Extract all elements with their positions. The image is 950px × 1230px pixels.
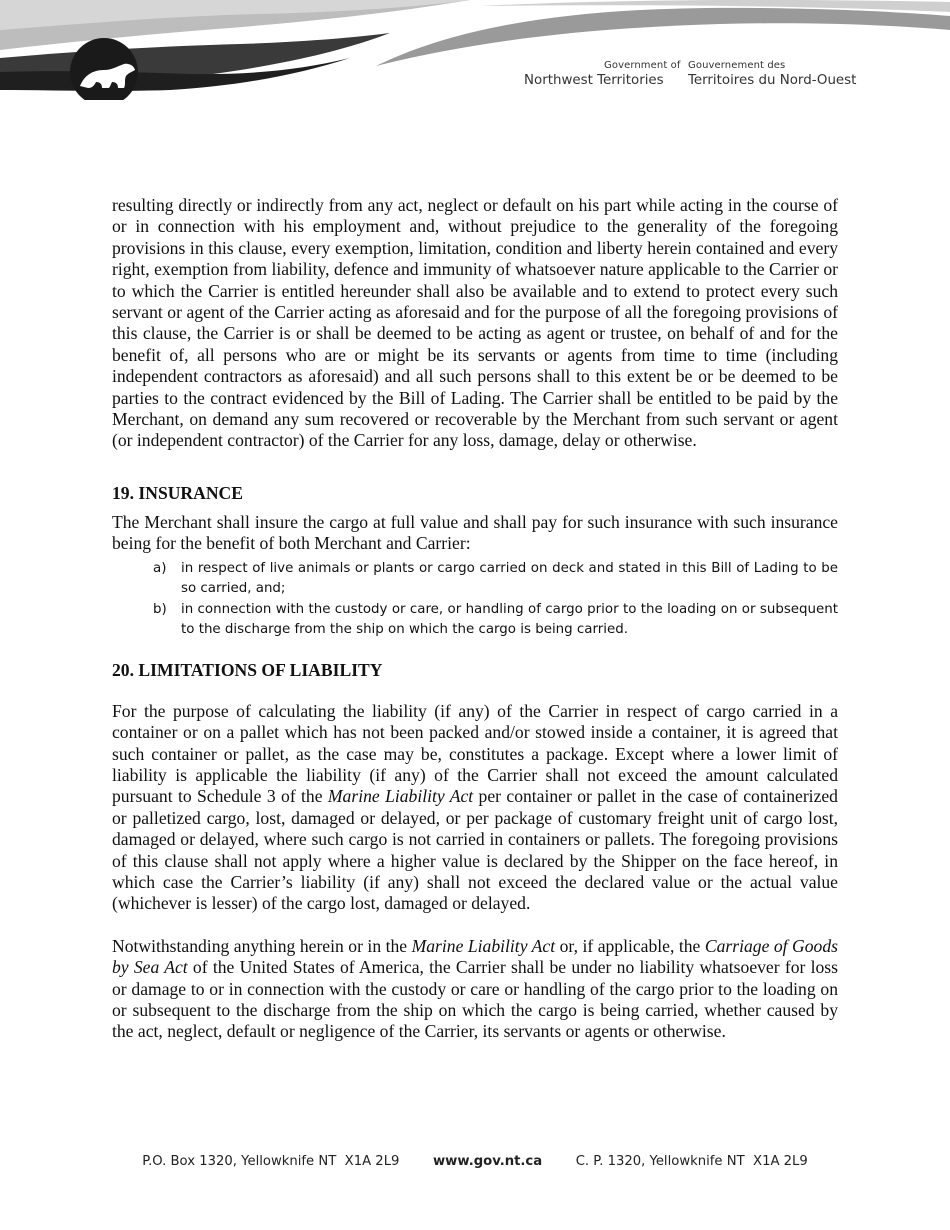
section-20-paragraph-2 [112, 936, 838, 1043]
gov-name-english [524, 60, 680, 90]
act-title: Carriage of Goods by Sea Act [112, 935, 838, 978]
intro-paragraph: resulting directly or indirectly from any act, neglect or default on his part while acting in the course of or in connection with his employment and, without prejudice to the generality of the foregoing provisions in this clause, every exemption, limitation, condition and liberty herein contained and every right, exemption from liability, defence and immunity of whatsoever nature applicable to the Carrier or to which the Carrier is entitled hereunder shall also be available and to extend to protect every such servant or agent of the Carrier acting as aforesaid and for the purpose of all the foregoing provisions of this clause, the Carrier is or shall be deemed to be acting as agent or trustee, on behalf of and for the benefit of, all persons who are or might be its servants or agents from time to time (including independent contractors as aforesaid) and all such persons shall to this extent be or be deemed to be parties to the contract evidenced by the Bill of Lading. The Carrier shall be entitled to be paid by the Merchant, on demand any sum recovered or recoverable by the Merchant from such servant or agent (or independent contractor) of the Carrier for any loss, damage, delay or otherwise. [112, 195, 838, 451]
act-title: Marine Liability Act [411, 935, 556, 956]
footer-address-french: C. P. 1320, Yellowknife NT X1A 2L9 [575, 1154, 808, 1169]
text-run: Notwithstanding anything herein or in the [112, 935, 412, 956]
gov-name-french [688, 60, 856, 90]
text-run: For the purpose of calculating the liability (if any) of the Carrier in respect of cargo carried in a container or on a pallet which has not been packed and/or stowed inside a container, it is agreed that such container or pallet, as the case may be, constitutes a package. Except where a lower limit of liability is applicable the liability (if any) of the Carrier shall not exceed the amount calculated pursuant to Schedule 3 of the [112, 700, 838, 807]
list-item-text: in connection with the custody or care, or handling of cargo prior to the loading on or subsequent to the discharge from the ship on which the cargo is being carried. [181, 601, 838, 638]
list-item [112, 559, 838, 600]
section-19-paragraph: The Merchant shall insure the cargo at full value and shall pay for such insurance with such insurance being for the benefit of both Merchant and Carrier: [112, 511, 838, 554]
text-run: or, if applicable, the [555, 935, 705, 956]
letterhead [0, 0, 950, 100]
insurance-list [112, 559, 838, 641]
gov-en-big: Northwest Territories [524, 73, 664, 88]
gov-fr-big: Territoires du Nord-Ouest [688, 73, 857, 88]
list-item-text: in respect of live animals or plants or cargo carried on deck and stated in this Bill of Lading to be so carried, and; [181, 560, 838, 597]
document-body [112, 195, 838, 1043]
gov-fr-small: Gouvernement des [688, 60, 786, 71]
polar-bear-logo [70, 38, 138, 100]
list-marker: b) [153, 601, 167, 617]
list-item [112, 600, 838, 641]
section-20-heading: 20. LIMITATIONS OF LIABILITY [112, 659, 383, 680]
gov-en-small: Government of [604, 60, 681, 71]
footer-address-english: P.O. Box 1320, Yellowknife NT X1A 2L9 [142, 1154, 400, 1169]
act-title: Marine Liability Act [327, 786, 474, 807]
footer [0, 1154, 950, 1169]
text-run: per container or pallet in the case of containerized or palletized cargo, lost, damaged or delayed, or per package of customary freight unit of cargo lost, damaged or delayed, where such cargo is not carried in containers or pallets. The foregoing provisions of this clause shall not apply where a higher value is declared by the Shipper on the face hereof, in which case the Carrier’s liability (if any) shall not exceed the declared value or the actual value (whichever is lesser) of the cargo lost, damaged or delayed. [112, 786, 838, 914]
footer-website[interactable]: www.gov.nt.ca [432, 1154, 543, 1169]
section-20-paragraph-1 [112, 701, 838, 915]
section-19-heading: 19. INSURANCE [112, 482, 243, 503]
text-run: of the United States of America, the Carrier shall be under no liability whatsoever for loss or damage to or in connection with the custody or care or handling of the cargo prior to the loading on or subsequent to the discharge from the ship on which the cargo is being carried, whether caused by the act, neglect, default or negligence of the Carrier, its servants or agents or otherwise. [112, 957, 839, 1042]
list-marker: a) [153, 560, 167, 576]
